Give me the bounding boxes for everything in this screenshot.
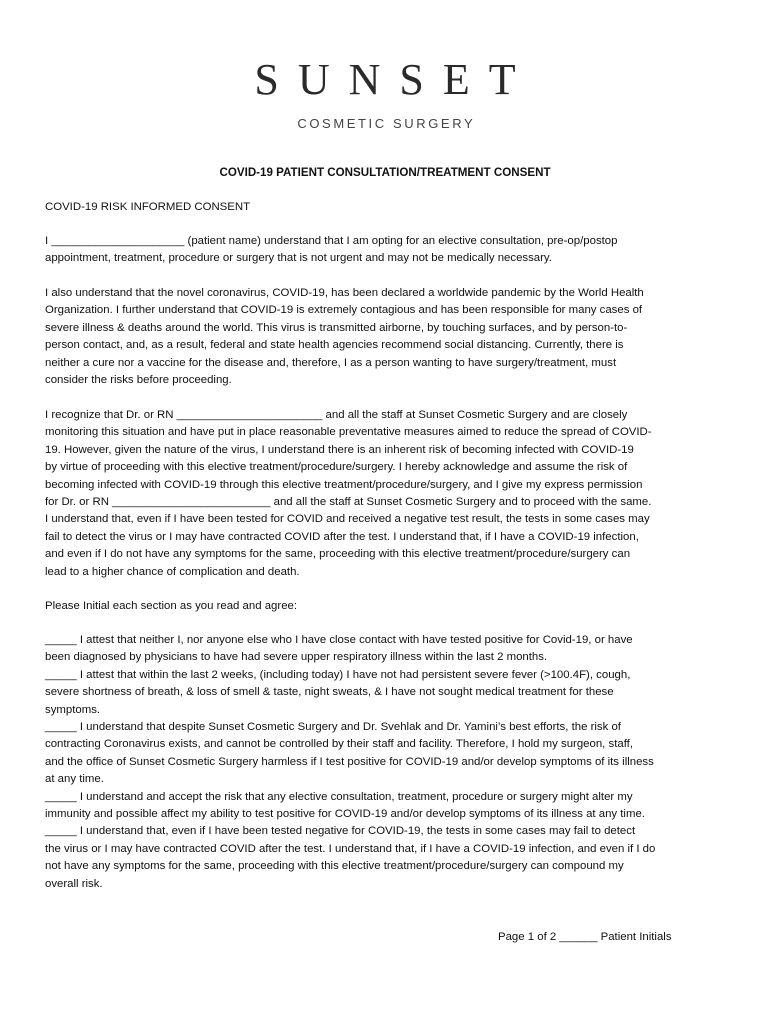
attestation-line: _____ I attest that neither I, nor anyone else who I have close contact with have tested positive for Covid-19, or have: [45, 634, 633, 646]
attestation-line: been diagnosed by physicians to have had severe upper respiratory illness within the last 2 months.: [45, 651, 548, 664]
attestation-line: severe shortness of breath, & loss of smell & taste, night sweats, & I have not sought medical treatment for these: [45, 686, 614, 699]
attestation-item-test-negative: [45, 823, 730, 893]
paragraph-patient-name: [45, 233, 730, 268]
logo-subtitle: COSMETIC SURGERY: [297, 116, 476, 131]
paragraph-line: I understand that, even if I have been tested for COVID and received a negative test result, the tests in some cases may: [45, 513, 650, 526]
paragraph-line: monitoring this situation and have put in place reasonable preventative measures aimed to reduce the spread of COVID-: [45, 426, 652, 439]
attestation-line: at any time.: [45, 773, 104, 786]
attestation-item-close-contact: [45, 632, 730, 667]
attestation-line: and the office of Sunset Cosmetic Surgery harmless if I test positive for COVID-19 and/or develop symptoms of its illness: [45, 755, 654, 768]
paragraph-pandemic: [45, 285, 730, 389]
document-title: COVID-19 PATIENT CONSULTATION/TREATMENT CONSENT: [219, 166, 551, 179]
attestation-line: _____ I understand and accept the risk that any elective consultation, treatment, procedure or surgery might alter my: [45, 790, 633, 803]
initial-instruction: Please Initial each section as you read and agree:: [45, 600, 298, 612]
attestation-line: overall risk.: [45, 877, 103, 890]
attestation-item-harmless: [45, 719, 730, 789]
attestation-list: [45, 632, 730, 893]
paragraph-line: neither a cure nor a vaccine for the disease and, therefore, I as a person wanting to have surgery/treatment, must: [45, 356, 617, 369]
attestation-item-symptoms: [45, 667, 730, 719]
paragraph-line: lead to a higher chance of complication and death.: [45, 565, 300, 578]
paragraph-line: becoming infected with COVID-19 through this elective treatment/procedure/surgery, and I give my express permission: [45, 478, 643, 491]
paragraph-line: I recognize that Dr. or RN _______________________ and all the staff at Sunset Cosmetic Surgery and are closely: [45, 409, 628, 421]
attestation-line: not have any symptoms for the same, proceeding with this elective treatment/procedure/surgery can compound my: [45, 860, 624, 873]
paragraph-line: by virtue of proceeding with this elective treatment/procedure/surgery. I hereby acknowledge and assume the risk of: [45, 461, 628, 474]
attestation-line: immunity and possible affect my ability to test positive for COVID-19 and/or develop symptoms of its illness at any time.: [45, 808, 645, 821]
paragraph-line: person contact, and, as a result, federal and state health agencies recommend social distancing. Currently, there is: [45, 339, 624, 352]
paragraph-line: fail to detect the virus or I may have contracted COVID after the test. I understand that, if I have a COVID-19 infection,: [45, 530, 639, 543]
paragraph-line: 19. However, given the nature of the virus, I understand there is an inherent risk of becoming infected with COVID-19: [45, 443, 634, 456]
attestation-line: contracting Coronavirus exists, and cannot be controlled by their staff and facility. Therefore, I hold my surgeon, staff,: [45, 738, 633, 751]
paragraph-line: for Dr. or RN _________________________ and all the staff at Sunset Cosmetic Surgery and to proceed with the same.: [45, 496, 652, 509]
paragraph-line: consider the risks before proceeding.: [45, 374, 232, 387]
section-heading: COVID-19 RISK INFORMED CONSENT: [45, 201, 251, 213]
logo-wordmark: SUNSET: [254, 55, 535, 104]
paragraph-recognition: [45, 407, 730, 581]
attestation-line: the virus or I may have contracted COVID after the test. I understand that, if I have a COVID-19 infection, and even if I do: [45, 842, 656, 855]
page-footer: Page 1 of 2 ______ Patient Initials: [498, 931, 672, 943]
attestation-line: _____ I understand that despite Sunset Cosmetic Surgery and Dr. Svehlak and Dr. Yamini’s best efforts, the risk of: [45, 721, 621, 734]
paragraph-line: Organization. I further understand that COVID-19 is extremely contagious and has been responsible for many cases of: [45, 304, 643, 317]
paragraph-line: I also understand that the novel coronavirus, COVID-19, has been declared a worldwide pandemic by the World Health: [45, 287, 644, 299]
attestation-line: _____ I understand that, even if I have been tested negative for COVID-19, the tests in some cases may fail to detect: [45, 825, 636, 838]
paragraph-line: I _____________________ (patient name) understand that I am opting for an elective consultation, pre-op/postop: [45, 235, 618, 247]
paragraph-line: and even if I do not have any symptoms for the same, proceeding with this elective treatment/procedure/surgery can: [45, 548, 631, 561]
paragraph-line: severe illness & deaths around the world. This virus is transmitted airborne, by touching surfaces, and by person-to-: [45, 321, 628, 334]
attestation-item-immunity: [45, 789, 730, 824]
attestation-line: _____ I attest that within the last 2 weeks, (including today) I have not had persistent severe fever (>100.4F), cough,: [45, 668, 631, 681]
paragraph-line: appointment, treatment, procedure or surgery that is not urgent and may not be medically necessary.: [45, 252, 552, 265]
attestation-line: symptoms.: [45, 703, 101, 716]
